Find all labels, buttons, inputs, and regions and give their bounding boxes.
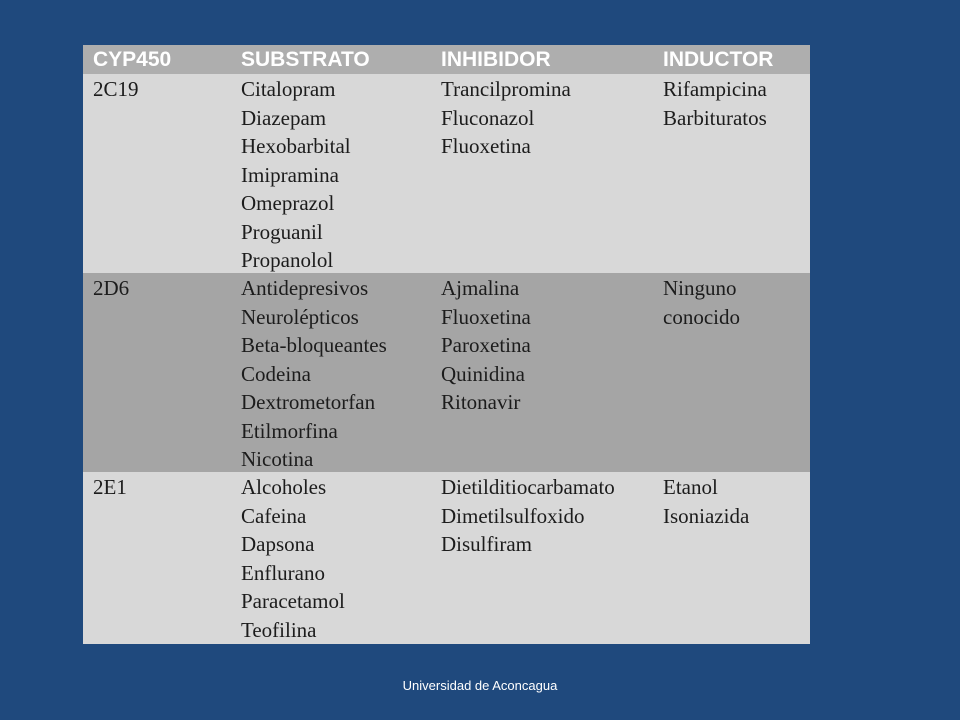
cyp-name: 2E1 [93,475,127,499]
inductor-item: conocido [663,304,740,329]
substrato-item: Cafeina [241,503,307,528]
substrato-item: Paracetamol [241,589,345,613]
cyp-cell [83,75,231,273]
cyp-name: 2D6 [93,276,130,300]
header-inhibidor: INHIBIDOR [441,48,551,71]
substrato-item: Citalopram [241,77,336,101]
table-row [83,472,810,644]
inductor-cell [653,274,810,472]
inductor-cell [653,75,810,273]
substrato-item: Hexobarbital [241,134,351,158]
inhibidor-item: Ritonavir [441,390,521,414]
inductor-item: Barbituratos [663,105,767,130]
inhibidor-item: Dietilditiocarbamato [441,475,615,499]
substrato-cell [231,473,431,644]
inhibidor-item: Dimetilsulfoxido [441,503,585,528]
substrato-item: Diazepam [241,105,327,130]
substrato-item: Codeina [241,361,311,386]
cyp-cell [83,473,231,644]
footer-text: Universidad de Aconcagua [402,678,558,693]
header-cyp450: CYP450 [93,48,172,71]
table-row [83,74,810,273]
substrato-item: Dapsona [241,532,315,556]
substrato-item: Propanolol [241,248,334,272]
substrato-item: Beta-bloqueantes [241,333,387,357]
substrato-item: Dextrometorfan [241,390,376,414]
substrato-item: Nicotina [241,447,314,471]
substrato-item: Alcoholes [241,475,327,499]
substrato-item: Enflurano [241,560,325,585]
inhibidor-item: Quinidina [441,361,525,386]
substrato-item: Imipramina [241,162,339,187]
substrato-item: Teofilina [241,617,317,642]
inhibidor-item: Ajmalina [441,276,520,300]
substrato-item: Neurolépticos [241,304,359,329]
header-inductor: INDUCTOR [663,48,774,71]
substrato-item: Omeprazol [241,191,335,215]
cyp-name: 2C19 [93,77,139,101]
substrato-item: Etilmorfina [241,418,338,443]
inhibidor-item: Disulfiram [441,532,532,556]
substrato-cell [231,274,431,472]
inhibidor-cell [431,75,653,273]
table-row [83,273,810,472]
header-substrato: SUBSTRATO [241,48,370,71]
inhibidor-item: Paroxetina [441,333,531,357]
inductor-item: Ninguno [663,276,737,300]
cyp-cell [83,274,231,472]
inhibidor-cell [431,473,653,644]
inductor-item: Isoniazida [663,503,750,528]
inhibidor-cell [431,274,653,472]
substrato-item: Proguanil [241,219,323,244]
cyp450-table [83,45,810,644]
inductor-item: Rifampicina [663,77,767,101]
substrato-item: Antidepresivos [241,276,369,300]
inductor-cell [653,473,810,644]
inhibidor-item: Fluoxetina [441,304,531,329]
inductor-item: Etanol [663,475,718,499]
substrato-cell [231,75,431,273]
inhibidor-item: Fluoxetina [441,134,531,158]
table-header-row [83,45,810,74]
inhibidor-item: Trancilpromina [441,77,571,101]
inhibidor-item: Fluconazol [441,105,535,130]
